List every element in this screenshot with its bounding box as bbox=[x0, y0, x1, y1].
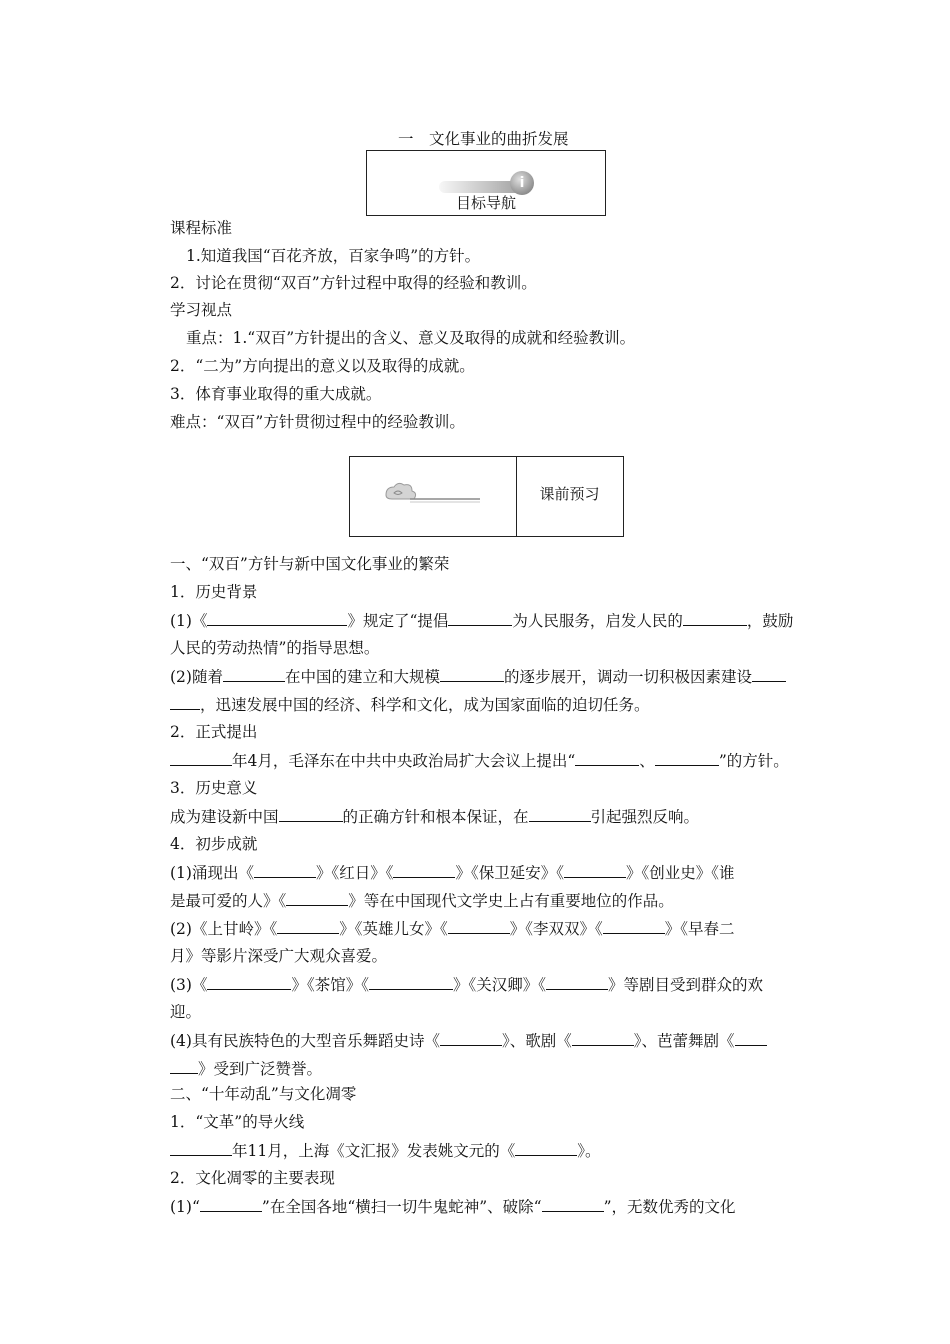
text: 引起强烈反响。 bbox=[590, 808, 700, 826]
blank[interactable] bbox=[752, 666, 786, 682]
text: (3)《 bbox=[170, 976, 208, 994]
blank[interactable] bbox=[448, 918, 510, 934]
blank[interactable] bbox=[603, 918, 665, 934]
subheading-manifestations: 2．文化凋零的主要表现 bbox=[170, 1169, 335, 1187]
fill-line-2 bbox=[170, 750, 789, 771]
blank[interactable] bbox=[735, 1030, 767, 1046]
cloud-icon bbox=[380, 479, 490, 509]
goal-navigation-label: 目标导航 bbox=[455, 194, 516, 212]
difficulty-item: 难点：“双百”方针贯彻过程中的经验教训。 bbox=[170, 413, 465, 431]
fill-line-4b bbox=[170, 918, 735, 939]
section-2-title: 二、“十年动乱”与文化凋零 bbox=[170, 1085, 357, 1103]
text: ”，无数优秀的文化 bbox=[603, 1198, 736, 1216]
blank[interactable] bbox=[170, 1058, 198, 1074]
fill-line-s2-2a bbox=[170, 1196, 736, 1217]
fill-line-4d bbox=[170, 1030, 767, 1051]
standard-item-2: 2．讨论在贯彻“双百”方针过程中取得的经验和教训。 bbox=[170, 274, 537, 292]
blank[interactable] bbox=[277, 918, 339, 934]
focus-item-3: 3．体育事业取得的重大成就。 bbox=[170, 385, 382, 403]
blank[interactable] bbox=[254, 862, 316, 878]
blank[interactable] bbox=[207, 974, 291, 990]
text: 》等剧目受到群众的欢 bbox=[608, 976, 764, 994]
blank[interactable] bbox=[564, 862, 626, 878]
text: 在中国的建立和大规模 bbox=[284, 668, 440, 686]
blank[interactable] bbox=[655, 750, 719, 766]
fill-line-4d-cont bbox=[170, 1058, 322, 1079]
text-line-1a-cont: 人民的劳动热情”的指导思想。 bbox=[170, 639, 380, 657]
text: ，鼓励 bbox=[746, 612, 794, 630]
fill-line-3 bbox=[170, 806, 699, 827]
text: 的正确方针和根本保证，在 bbox=[342, 808, 529, 826]
text: 》《创业史》《谁 bbox=[626, 864, 735, 882]
section-1-title: 一、“双百”方针与新中国文化事业的繁荣 bbox=[170, 555, 450, 573]
text: 》《红日》《 bbox=[315, 864, 394, 882]
subheading-significance: 3．历史意义 bbox=[170, 779, 258, 797]
text: 》《英雄儿女》《 bbox=[339, 920, 448, 938]
text: 》《李双双》《 bbox=[509, 920, 603, 938]
fill-line-4a-cont bbox=[170, 890, 674, 911]
blank[interactable] bbox=[223, 666, 285, 682]
text: 》、歌剧《 bbox=[501, 1032, 572, 1050]
text: 成为建设新中国 bbox=[170, 808, 279, 826]
blank[interactable] bbox=[542, 1196, 604, 1212]
subheading-background: 1．历史背景 bbox=[170, 583, 258, 601]
fill-line-1a bbox=[170, 610, 793, 631]
text: 的逐步展开，调动一切积极因素建设 bbox=[503, 668, 752, 686]
blank[interactable] bbox=[286, 890, 348, 906]
blank[interactable] bbox=[170, 694, 200, 710]
focus-item-1: 重点：1.“双百”方针提出的含义、意义及取得的成就和经验教训。 bbox=[186, 329, 636, 347]
text: (1)《 bbox=[170, 612, 208, 630]
text: ”的方针。 bbox=[718, 752, 789, 770]
blank[interactable] bbox=[170, 750, 232, 766]
text: 、 bbox=[639, 752, 655, 770]
text: 》《早春二 bbox=[664, 920, 735, 938]
blank[interactable] bbox=[440, 666, 504, 682]
text: 为人民服务，启发人民的 bbox=[512, 612, 683, 630]
fill-line-4a bbox=[170, 862, 735, 883]
text: 年4月，毛泽东在中共中央政治局扩大会议上提出“ bbox=[232, 752, 576, 770]
text: (2)随着 bbox=[170, 668, 223, 686]
text-line-4c-cont: 迎。 bbox=[170, 1003, 202, 1021]
text-line-4b-cont: 月》等影片深受广大观众喜爱。 bbox=[170, 947, 388, 965]
blank[interactable] bbox=[279, 806, 343, 822]
text: (1)涌现出《 bbox=[170, 864, 254, 882]
text: 是最可爱的人》《 bbox=[170, 892, 287, 910]
subheading-trigger: 1．“文革”的导火线 bbox=[170, 1113, 305, 1131]
heading-learning-focus: 学习视点 bbox=[170, 301, 233, 319]
blank[interactable] bbox=[575, 750, 639, 766]
fill-line-1b bbox=[170, 666, 786, 687]
text: 》。 bbox=[577, 1142, 601, 1160]
blank[interactable] bbox=[572, 1030, 634, 1046]
text: ”在全国各地“横扫一切牛鬼蛇神”、破除“ bbox=[261, 1198, 542, 1216]
text: (4)具有民族特色的大型音乐舞蹈史诗《 bbox=[170, 1032, 440, 1050]
fill-line-4c bbox=[170, 974, 763, 995]
subheading-achievements: 4．初步成就 bbox=[170, 835, 258, 853]
blank[interactable] bbox=[200, 1196, 262, 1212]
subheading-proposal: 2．正式提出 bbox=[170, 723, 258, 741]
blank[interactable] bbox=[440, 1030, 502, 1046]
blank[interactable] bbox=[207, 610, 347, 626]
preview-box bbox=[349, 456, 624, 537]
fill-line-s2-1 bbox=[170, 1140, 601, 1161]
text: 》、芭蕾舞剧《 bbox=[633, 1032, 735, 1050]
text: (1)“ bbox=[170, 1198, 200, 1216]
text: 》《保卫延安》《 bbox=[455, 864, 564, 882]
fill-line-1b-cont bbox=[170, 694, 650, 715]
blank[interactable] bbox=[448, 610, 512, 626]
text: 》《关汉卿》《 bbox=[452, 976, 546, 994]
blank[interactable] bbox=[683, 610, 747, 626]
text: (2)《上甘岭》《 bbox=[170, 920, 278, 938]
page-title: 一 文化事业的曲折发展 bbox=[398, 130, 569, 148]
text: 》受到广泛赞誉。 bbox=[198, 1060, 323, 1078]
focus-item-2: 2．“二为”方向提出的意义以及取得的成就。 bbox=[170, 357, 475, 375]
blank[interactable] bbox=[393, 862, 455, 878]
text: 年11月，上海《文汇报》发表姚文元的《 bbox=[232, 1142, 516, 1160]
heading-course-standards: 课程标准 bbox=[170, 219, 233, 237]
preview-label: 课前预习 bbox=[539, 485, 600, 503]
blank[interactable] bbox=[170, 1140, 232, 1156]
info-icon: i bbox=[510, 171, 534, 195]
blank[interactable] bbox=[369, 974, 453, 990]
text: ，迅速发展中国的经济、科学和文化，成为国家面临的迫切任务。 bbox=[200, 696, 650, 714]
blank[interactable] bbox=[546, 974, 608, 990]
text: 》规定了“提倡 bbox=[347, 612, 449, 630]
blank[interactable] bbox=[515, 1140, 577, 1156]
standard-item-1: 1.知道我国“百花齐放，百家争鸣”的方针。 bbox=[186, 247, 481, 265]
goal-navigation-box bbox=[366, 150, 606, 216]
blank[interactable] bbox=[529, 806, 591, 822]
text: 》等在中国现代文学史上占有重要地位的作品。 bbox=[348, 892, 674, 910]
text: 》《茶馆》《 bbox=[291, 976, 369, 994]
